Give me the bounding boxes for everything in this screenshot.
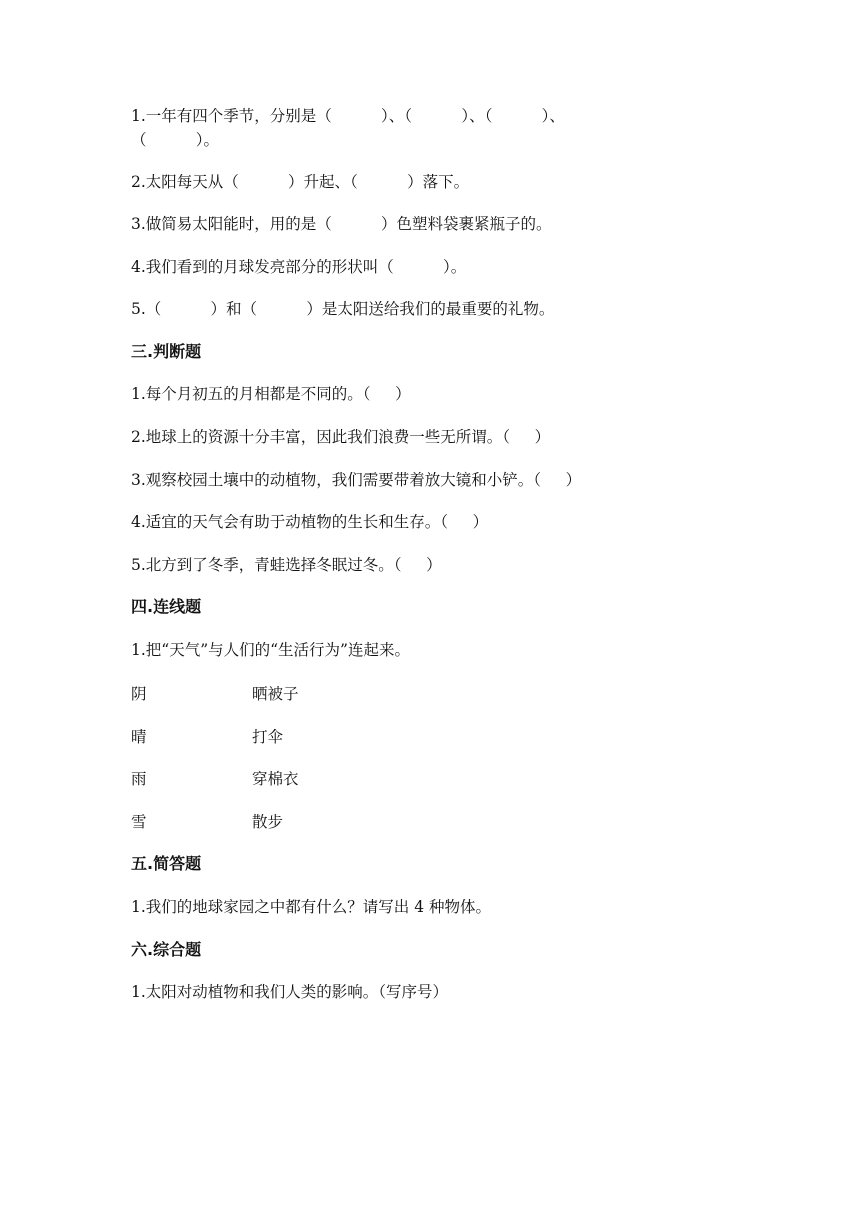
judge-q2: 2.地球上的资源十分丰富，因此我们浪费一些无所谓。（ ）	[131, 428, 551, 446]
fill-blank-q1: 1.一年有四个季节，分别是（ ）、（ ）、（ ）、	[131, 107, 565, 125]
judge-heading: 三.判断题	[131, 342, 202, 361]
judge-q4: 4.适宜的天气会有助于动植物的生长和生存。（ ）	[131, 513, 489, 531]
comprehensive-q1: 1.太阳对动植物和我们人类的影响。（写序号）	[131, 983, 449, 1001]
comprehensive-heading: 六.综合题	[131, 940, 202, 959]
judge-q5: 5.北方到了冬季，青蛙选择冬眠过冬。（ ）	[131, 556, 442, 574]
match-left-item: 阴	[131, 685, 147, 703]
fill-blank-q3: 3.做简易太阳能时，用的是（ ）色塑料袋裹紧瓶子的。	[131, 215, 552, 233]
fill-blank-q4: 4.我们看到的月球发亮部分的形状叫（ ）。	[131, 258, 467, 276]
match-left-item: 雨	[131, 770, 147, 788]
match-left-item: 雪	[131, 813, 147, 831]
fill-blank-q5: 5.（ ）和（ ）是太阳送给我们的最重要的礼物。	[131, 300, 555, 318]
match-heading: 四.连线题	[131, 597, 202, 616]
short-answer-heading: 五.简答题	[131, 854, 202, 873]
short-answer-q1: 1.我们的地球家园之中都有什么？请写出 4 种物体。	[131, 898, 492, 916]
match-right-item: 晒被子	[252, 685, 299, 703]
fill-blank-q2: 2.太阳每天从（ ）升起、（ ）落下。	[131, 173, 470, 191]
match-right-item: 穿棉衣	[252, 770, 299, 788]
judge-q1: 1.每个月初五的月相都是不同的。（ ）	[131, 385, 411, 403]
match-right-item: 散步	[252, 813, 284, 831]
match-left-item: 晴	[131, 728, 147, 746]
judge-q3: 3.观察校园土壤中的动植物，我们需要带着放大镜和小铲。（ ）	[131, 471, 582, 489]
fill-blank-q1-cont: （ ）。	[131, 131, 220, 149]
match-right-item: 打伞	[252, 728, 284, 746]
match-question: 1.把“天气”与人们的“生活行为”连起来。	[131, 641, 410, 659]
